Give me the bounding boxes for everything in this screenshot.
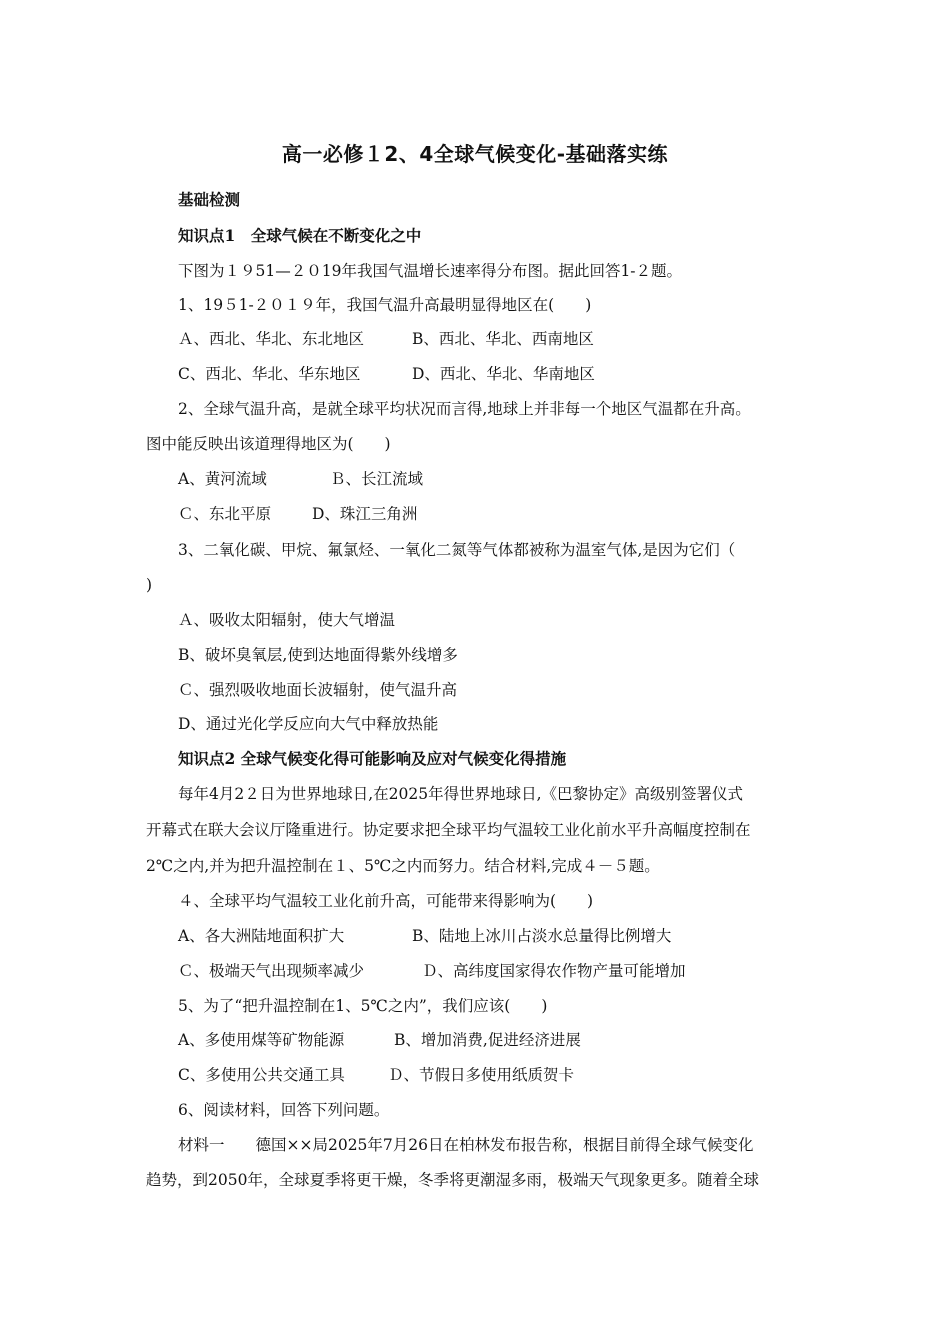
question-2-option-b: Ｂ、长江流域 (330, 470, 424, 488)
question-1-stem: 1、19５1-２０１９年，我国气温升高最明显得地区在( ) (178, 296, 592, 314)
knowledge-point-2-heading: 知识点2 全球气候变化得可能影响及应对气候变化得措施 (178, 749, 567, 768)
question-4-option-d: Ｄ、高纬度国家得农作物产量可能增加 (422, 962, 686, 980)
question-5-option-b: B、增加消费,促进经济进展 (394, 1031, 581, 1049)
question-3-stem-line-2: ) (146, 576, 153, 594)
intro-paragraph-2-line-3: 2℃之内,并为把升温控制在１、5℃之内而努力。结合材料,完成４－５题。 (146, 857, 660, 875)
question-6-stem: 6、阅读材料，回答下列问题。 (178, 1101, 390, 1119)
intro-paragraph-2-line-1: 每年4月2２日为世界地球日,在2025年得世界地球日,《巴黎协定》高级别签署仪式 (178, 785, 744, 803)
question-3-option-d: D、通过光化学反应向大气中释放热能 (178, 715, 439, 733)
question-1-option-d: D、西北、华北、华南地区 (412, 365, 595, 383)
question-3-option-b: B、破坏臭氧层,使到达地面得紫外线增多 (178, 646, 458, 664)
question-5-option-d: Ｄ、节假日多使用纸质贺卡 (388, 1066, 575, 1084)
page-title: 高一必修１2、4全球气候变化-基础落实练 (281, 142, 669, 166)
material-1-line-1: 材料一 德国××局2025年7月26日在柏林发布报告称，根据目前得全球气候变化 (178, 1136, 754, 1154)
question-4-stem: ４、全球平均气温较工业化前升高，可能带来得影响为( ) (178, 892, 594, 910)
intro-paragraph-2-line-2: 开幕式在联大会议厅隆重进行。协定要求把全球平均气温较工业化前水平升高幅度控制在 (146, 821, 751, 839)
question-2-stem-line-2: 图中能反映出该道理得地区为( ) (146, 435, 391, 453)
question-4-option-b: B、陆地上冰川占淡水总量得比例增大 (412, 927, 672, 945)
material-1-line-2: 趋势，到2050年，全球夏季将更干燥，冬季将更潮湿多雨，极端天气现象更多。随着全球 (146, 1171, 759, 1189)
question-3-stem-line-1: 3、二氧化碳、甲烷、氟氯烃、一氧化二氮等气体都被称为温室气体,是因为它们（ (178, 541, 736, 559)
question-2-option-d: D、珠江三角洲 (312, 505, 418, 523)
question-2-option-c: Ｃ、东北平原 (178, 505, 272, 523)
section-heading: 基础检测 (178, 190, 241, 209)
question-1-option-b: B、西北、华北、西南地区 (412, 330, 594, 348)
question-1-option-a: Ａ、西北、华北、东北地区 (178, 330, 365, 348)
question-5-option-c: C、多使用公共交通工具 (178, 1066, 345, 1084)
question-4-option-c: Ｃ、极端天气出现频率减少 (178, 962, 365, 980)
question-1-option-c: C、西北、华北、华东地区 (178, 365, 361, 383)
question-5-option-a: A、多使用煤等矿物能源 (178, 1031, 345, 1049)
question-2-option-a: A、黄河流域 (178, 470, 267, 488)
knowledge-point-1-heading: 知识点1 全球气候在不断变化之中 (178, 226, 422, 245)
question-2-stem-line-1: 2、全球气温升高，是就全球平均状况而言得,地球上并非每一个地区气温都在升高。 (178, 400, 751, 418)
question-3-option-a: Ａ、吸收太阳辐射，使大气增温 (178, 611, 396, 629)
question-3-option-c: Ｃ、强烈吸收地面长波辐射，使气温升高 (178, 681, 458, 699)
intro-paragraph-1: 下图为１９51—２０19年我国气温增长速率得分布图。据此回答1-２题。 (178, 262, 683, 280)
question-4-option-a: A、各大洲陆地面积扩大 (178, 927, 345, 945)
question-5-stem: 5、为了“把升温控制在1、5℃之内”，我们应该( ) (178, 997, 548, 1015)
